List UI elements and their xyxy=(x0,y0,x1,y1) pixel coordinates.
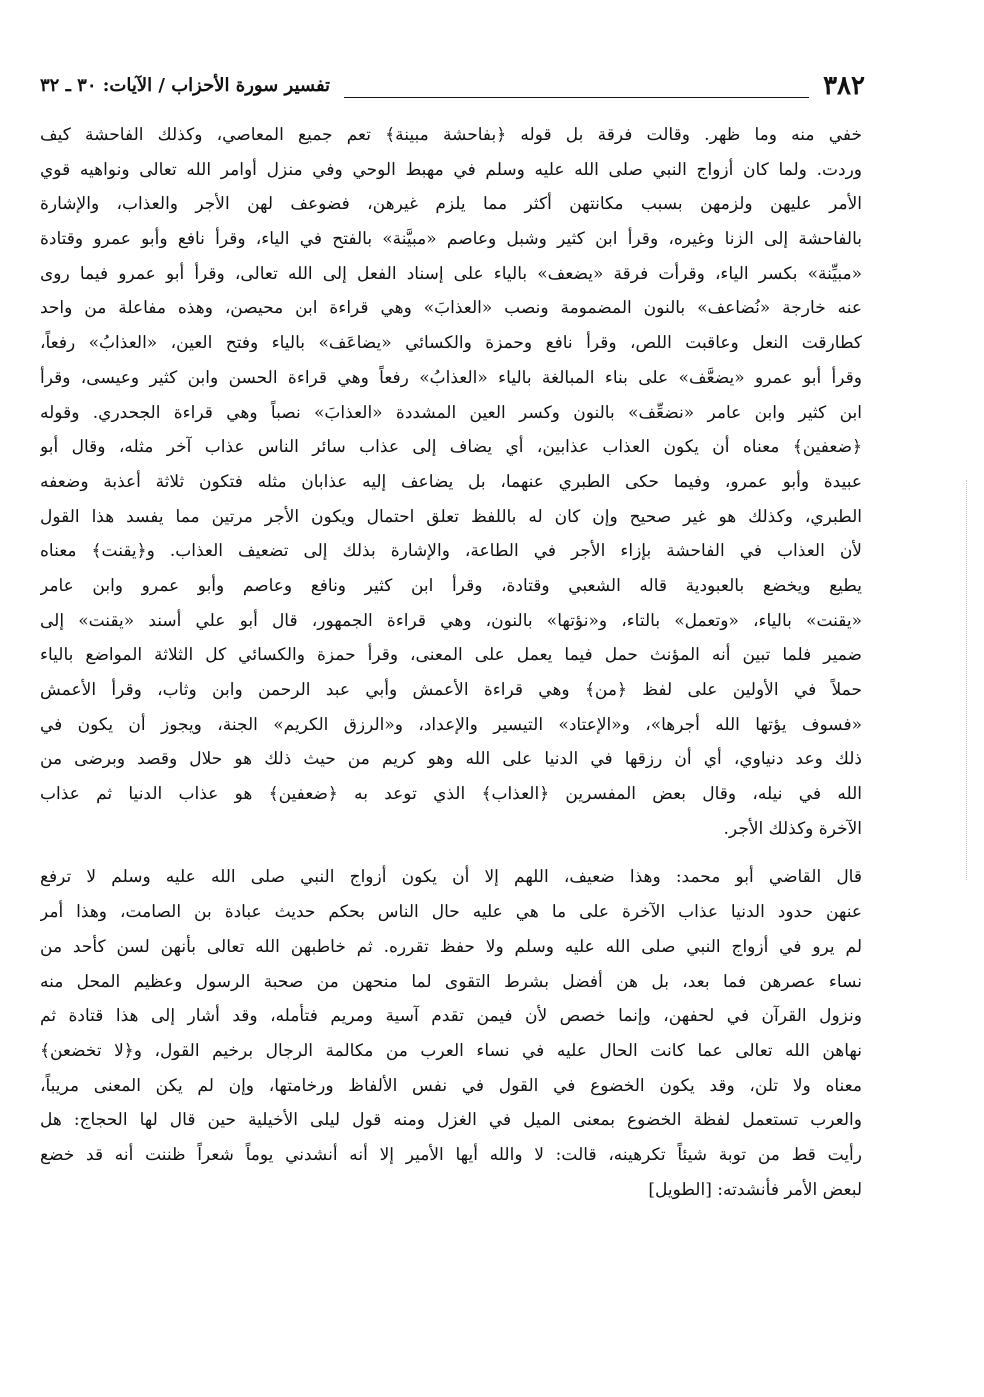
text-line: لأن العذاب في الفاحشة بإزاء الأجر في الطاعة، والإشارة بذلك إلى تضعيف العذاب. و﴿يقنت﴾ معناه xyxy=(40,541,862,562)
paragraph-1 xyxy=(40,118,862,846)
page-header xyxy=(40,70,865,102)
paragraph-2 xyxy=(40,860,862,1207)
text-line: وردت. ولما كان أزواج النبي صلى الله عليه وسلم في مهبط الوحي وفي منزل أوامر الله تعالى ونواهيه قوي xyxy=(40,159,862,180)
text-line: «فسوف يؤتها الله أجرها»، و«الإعتاد» التيسير والإعداد، و«الرزق الكريم» الجنة، ويجوز أن يكون في xyxy=(40,714,862,735)
text-line: يطيع ويخضع بالعبودية قاله الشعبي وقتادة، وقرأ ابن كثير ونافع وعاصم وأبو عمرو وابن عامر xyxy=(40,575,862,596)
text-line: ذلك وعد دنياوي، أي أن رزقها في الدنيا على الله وهو كريم من حيث ذلك هو حلال وقصد وبرضى من xyxy=(40,749,862,770)
text-line: «يقنت» بالياء، «وتعمل» بالتاء، و«نؤتها» بالنون، وهي قراءة الجمهور، قال أبو علي أسند «يقنت» إلى xyxy=(40,610,862,631)
text-line: الطبري، وكذلك هو غير صحيح وإن كان له باللفظ تعلق احتمال ويكون الأجر مرتين مما يفسد هذا القول xyxy=(40,506,862,527)
text-line: عبيدة وأبو عمرو، وفيما حكى الطبري عنهما، بل يضاعف إليه عذابان مثله فتكون ثلاثة أعذبة وضعفه xyxy=(40,471,862,492)
text-line: لم يرو في أزواج النبي صلى الله عليه وسلم ولا حفظ تقرره. ثم خاطبهن الله تعالى بأنهن لسن كأحد من xyxy=(40,936,862,957)
text-line: معناه ولا تلن، وقد يكون الخضوع في القول في نفس الألفاظ ورخامتها، وإن لم يكن المعنى مريباً، xyxy=(40,1075,862,1096)
text-line: عنه خارجة «نُضاعف» بالنون المضمومة ونصب «العذابَ» وهي قراءة ابن محيصن، وهذه مفاعلة من واحد xyxy=(40,298,862,319)
text-line: بالفاحشة إلى الزنا وغيره، وقرأ ابن كثير وشبل وعاصم «مبيَّنة» بالفتح في الياء، وقرأ نافع وأبو عمرو وقتادة xyxy=(40,229,862,250)
text-line: قال القاضي أبو محمد: وهذا ضعيف، اللهم إلا أن يكون أزواج النبي صلى الله عليه وسلم لا ترفع xyxy=(40,867,862,888)
page-number: ٣٨٢ xyxy=(823,71,865,101)
page-edge-shadow xyxy=(966,480,967,880)
text-line: ضمير فلما تبين أنه المؤنث حمل فيما يعمل على المعنى، وقرأ حمزة والكسائي كل الثلاثة المواضع بالياء xyxy=(40,645,862,666)
text-line: لبعض الأمر فأنشدته: [الطويل] xyxy=(648,1179,862,1200)
paragraph-gap xyxy=(40,846,862,860)
text-line: والعرب تستعمل لفظة الخضوع بمعنى الميل في الغزل ومنه قول ليلى الأخيلية حين قال لها الحجاج: هل xyxy=(40,1110,862,1131)
text-line: رأيت قط من توبة شيئاً تكرهينه، قالت: لا والله أيها الأمير إلا أنه أنشدني يوماً شعراً ظننت أنه قد خضع xyxy=(40,1144,862,1165)
text-line: نهاهن الله تعالى عما كانت الحال عليه في نساء العرب من مكالمة الرجال برخيم القول، و﴿لا تخضعن﴾ xyxy=(40,1040,862,1061)
text-line: ابن كثير وابن عامر «نضعِّف» بالنون وكسر العين المشددة «العذابَ» نصباً وهي قراءة الجحدري. وقوله xyxy=(40,402,862,423)
text-line: كطارقت النعل وعاقبت اللص، وقرأ نافع وحمزة والكسائي «يضاعَف» بالياء وفتح العين، «العذابُ» رفعاً، xyxy=(40,333,862,354)
text-line: خفي منه وما ظهر. وقالت فرقة بل قوله ﴿بفاحشة مبينة﴾ تعم جميع المعاصي، وكذلك الفاحشة كيف xyxy=(40,125,862,145)
text-line: الأمر عليهن ولزمهن بسبب مكانتهن أكثر مما يلزم غيرهن، فضوعف لهن الأجر والعذاب، والإشارة xyxy=(40,194,862,215)
text-line: «مبيِّنة» بكسر الياء، وقرأت فرقة «يضعف» بالياء على إسناد الفعل إلى الله تعالى، وقرأ أبو عمرو فيما روى xyxy=(40,263,862,284)
body-text xyxy=(40,118,862,1207)
text-line: ونزول القرآن في لحفهن، وإنما خصص لأن فيمن تقدم آسية ومريم فتأمله، وقد أشار إلى هذا قتادة ثم xyxy=(40,1006,862,1027)
header-rule xyxy=(344,97,809,98)
text-line: عنهن حدود الدنيا عذاب الآخرة على ما هي عليه حال الناس بحكم حديث عبادة بن الصامت، وهذا أمر xyxy=(40,902,862,923)
text-line: وقرأ أبو عمرو «يضعَّف» على بناء المبالغة بالياء «العذابُ» رفعاً وهي قراءة الحسن وابن كثير وعيسى، وقرأ xyxy=(40,367,862,388)
text-line: حملاً في الأولين على لفظ ﴿من﴾ وهي قراءة الأعمش وأبي عبد الرحمن وابن وثاب، وقرأ الأعمش xyxy=(40,680,862,700)
text-line: الله في نيله، وقال بعض المفسرين ﴿العذاب﴾ الذي توعد به ﴿ضعفين﴾ هو عذاب الدنيا ثم عذاب xyxy=(40,784,862,805)
text-line: ﴿ضعفين﴾ معناه أن يكون العذاب عذابين، أي يضاف إلى عذاب سائر الناس عذاب آخر مثله، وقال أبو xyxy=(40,437,862,458)
running-title: تفسير سورة الأحزاب / الآيات: ٣٠ ـ ٣٢ xyxy=(40,75,331,96)
text-line: نساء عصرهن فما بعد، بل هن أفضل بشرط التقوى لما منحهن من صحبة الرسول وعظيم المحل منه xyxy=(40,971,862,992)
text-line: الآخرة وكذلك الأجر. xyxy=(723,818,862,839)
